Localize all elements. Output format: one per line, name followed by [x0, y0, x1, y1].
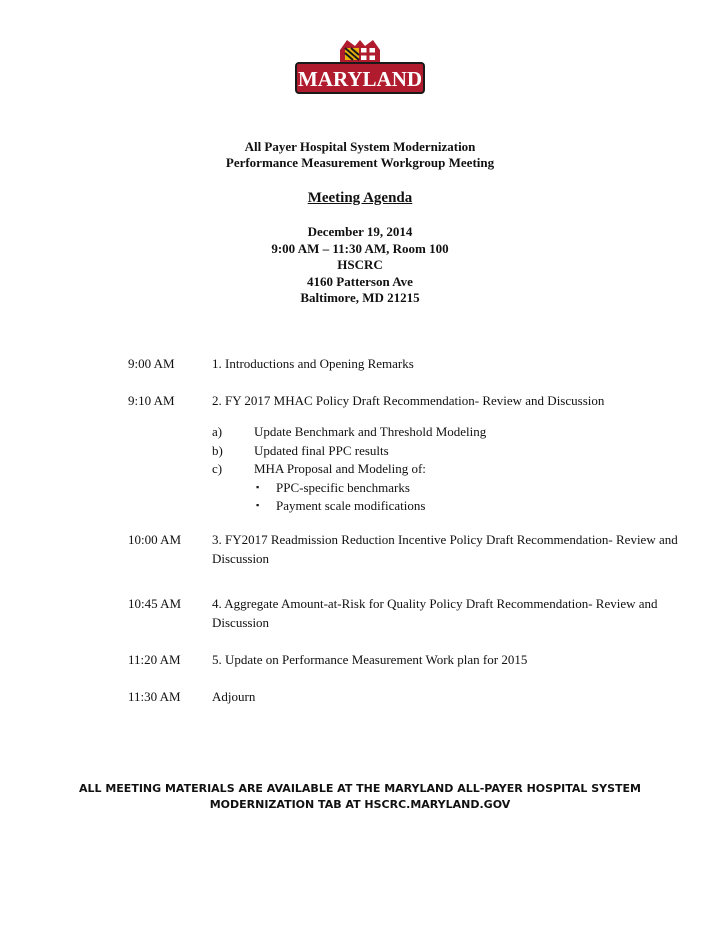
subitem-letter: c)	[212, 461, 223, 476]
footer-line-1: ALL MEETING MATERIALS ARE AVAILABLE AT THE MARYLAND ALL-PAYER HOSPITAL SYSTEM	[78, 782, 641, 795]
maryland-flag-icon	[340, 40, 380, 64]
footer-note	[0, 781, 720, 813]
meeting-details	[0, 224, 720, 307]
logo-text: MARYLAND	[297, 67, 423, 91]
meeting-city: Baltimore, MD 21215	[300, 290, 420, 306]
item-text: 3. FY2017 Readmission Reduction Incentive Policy Draft Recommendation- Review and Discussion	[212, 532, 678, 566]
item-time: 9:10 AM	[128, 393, 175, 408]
meeting-time-room: 9:00 AM – 11:30 AM, Room 100	[271, 240, 449, 256]
bullet-square-icon: ▪	[256, 500, 260, 510]
meeting-date: December 19, 2014	[307, 224, 413, 239]
item-text: 1. Introductions and Opening Remarks	[212, 356, 414, 371]
item-time: 10:45 AM	[128, 596, 182, 611]
subitem-text: MHA Proposal and Modeling of:	[254, 461, 426, 476]
subitem-text: Update Benchmark and Threshold Modeling	[254, 424, 487, 439]
header-line-2: Performance Measurement Workgroup Meeting	[225, 155, 495, 170]
item-text: 5. Update on Performance Measurement Work plan for 2015	[212, 652, 528, 667]
meeting-org: HSCRC	[337, 257, 383, 273]
item-time: 11:20 AM	[128, 652, 181, 667]
bullet-text: PPC-specific benchmarks	[276, 480, 410, 495]
meeting-street: 4160 Patterson Ave	[307, 273, 413, 289]
item-time: 10:00 AM	[128, 532, 182, 547]
item-time: 11:30 AM	[128, 689, 181, 704]
subitem-letter: b)	[212, 443, 223, 458]
item-text: 4. Aggregate Amount-at-Risk for Quality Policy Draft Recommendation- Review and Discussion	[212, 596, 658, 630]
subitem-letter: a)	[212, 424, 223, 439]
maryland-logo	[295, 36, 425, 98]
item-time: 9:00 AM	[128, 356, 175, 371]
agenda-title: Meeting Agenda	[307, 190, 413, 206]
item-text: 2. FY 2017 MHAC Policy Draft Recommendation- Review and Discussion	[212, 393, 605, 408]
bullet-text: Payment scale modifications	[276, 498, 426, 513]
item-text: Adjourn	[212, 689, 256, 704]
footer-line-2: MODERNIZATION TAB AT HSCRC.MARYLAND.GOV	[209, 798, 511, 811]
bullet-square-icon: ▪	[256, 482, 260, 492]
header-line-1: All Payer Hospital System Modernization	[244, 139, 476, 154]
subitem-text: Updated final PPC results	[254, 443, 389, 458]
